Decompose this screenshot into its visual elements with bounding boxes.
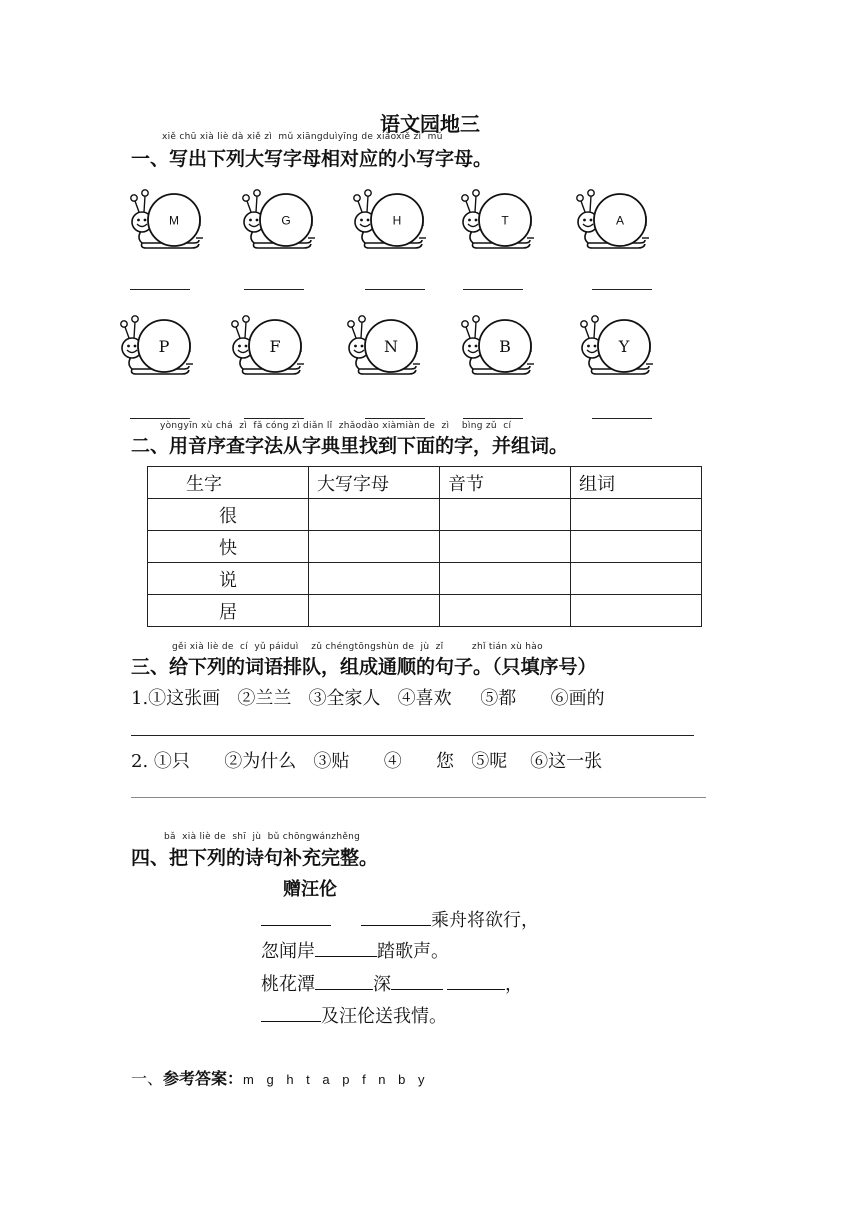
poem-text: 桃花潭 bbox=[261, 974, 315, 995]
uppercase-letter: H bbox=[392, 213, 402, 228]
table-cell-char: 说 bbox=[148, 563, 309, 595]
table-header: 音节 bbox=[440, 467, 571, 499]
snail-card bbox=[116, 312, 196, 382]
table-cell-blank[interactable] bbox=[571, 563, 702, 595]
table-row bbox=[148, 499, 702, 531]
uppercase-letter: B bbox=[499, 336, 511, 356]
answer-label: 参考答案： bbox=[163, 1069, 244, 1088]
poem-line-2 bbox=[261, 937, 449, 963]
uppercase-letter: G bbox=[281, 213, 291, 228]
poem-blank[interactable] bbox=[261, 1003, 321, 1022]
table-cell-char: 居 bbox=[148, 595, 309, 627]
uppercase-letter: A bbox=[615, 213, 625, 228]
character-table bbox=[147, 466, 702, 627]
poem-line-1 bbox=[261, 906, 539, 932]
poem-text: 踏歌声。 bbox=[377, 941, 449, 962]
uppercase-letter: Y bbox=[618, 336, 630, 356]
poem-blank[interactable] bbox=[361, 907, 431, 926]
sentence-2-words: 2. ①只 ②为什么 ③贴 ④ 您 ⑤呢 ⑥这一张 bbox=[131, 751, 603, 772]
section1-heading: 一、写出下列大写字母相对应的小写字母。 bbox=[131, 148, 493, 170]
snail-card bbox=[238, 186, 318, 256]
answer-blank[interactable] bbox=[244, 289, 304, 290]
snail-card bbox=[126, 186, 206, 256]
answer-key bbox=[131, 1066, 424, 1089]
table-row bbox=[148, 563, 702, 595]
snail-card bbox=[457, 312, 537, 382]
poem-text: 深 bbox=[373, 974, 391, 995]
table-cell-blank[interactable] bbox=[309, 499, 440, 531]
answer-blank[interactable] bbox=[592, 289, 652, 290]
answer-blank[interactable] bbox=[130, 289, 190, 290]
poem-line-4 bbox=[261, 1002, 447, 1028]
section3-heading: 三、给下列的词语排队，组成通顺的句子。（只填序号） bbox=[131, 656, 597, 678]
table-cell-blank[interactable] bbox=[440, 563, 571, 595]
table-cell-blank[interactable] bbox=[440, 499, 571, 531]
sentence-1-words: 1.①这张画 ②兰兰 ③全家人 ④喜欢 ⑤都 ⑥画的 bbox=[131, 688, 605, 709]
uppercase-letter: T bbox=[501, 213, 509, 228]
table-header: 生字 bbox=[148, 467, 309, 499]
snail-card bbox=[457, 186, 537, 256]
table-header: 组词 bbox=[571, 467, 702, 499]
snail-card bbox=[343, 312, 423, 382]
table-cell-blank[interactable] bbox=[309, 595, 440, 627]
answer-blank[interactable] bbox=[365, 418, 425, 419]
uppercase-letter: M bbox=[169, 213, 179, 228]
sentence-1-answer-line[interactable] bbox=[131, 735, 694, 736]
poem-text: 忽闻岸 bbox=[261, 941, 315, 962]
answer-blank[interactable] bbox=[463, 418, 523, 419]
poem-blank[interactable] bbox=[315, 938, 377, 957]
answer-blank[interactable] bbox=[592, 418, 652, 419]
table-cell-blank[interactable] bbox=[571, 499, 702, 531]
answer-prefix: 一、 bbox=[131, 1069, 164, 1088]
poem-line-3 bbox=[261, 970, 523, 996]
uppercase-letter: F bbox=[269, 336, 281, 356]
table-cell-char: 快 bbox=[148, 531, 309, 563]
answer-letters: m g h t a p f n b y bbox=[243, 1072, 425, 1087]
table-cell-blank[interactable] bbox=[309, 531, 440, 563]
table-cell-blank[interactable] bbox=[571, 531, 702, 563]
table-cell-blank[interactable] bbox=[440, 531, 571, 563]
section3-pinyin: gěi xià liè de cí yǔ páiduì zǔ chéngtōngshùn de jù zǐ zhǐ tián xù hào bbox=[172, 642, 543, 652]
table-header-row bbox=[148, 467, 702, 499]
page-title: 语文园地三 bbox=[380, 112, 480, 136]
poem-text: 乘舟将欲行， bbox=[431, 910, 539, 931]
section1-pinyin: xiě chū xià liè dà xiě zì mǔ xiāngduìyīng de xiǎoxiě zì mǔ bbox=[162, 132, 443, 142]
poem-blank[interactable] bbox=[261, 907, 331, 926]
uppercase-letter: P bbox=[158, 336, 170, 356]
snail-card bbox=[576, 312, 656, 382]
table-cell-blank[interactable] bbox=[571, 595, 702, 627]
poem-text: 及汪伦送我情。 bbox=[321, 1006, 447, 1027]
snail-card bbox=[572, 186, 652, 256]
answer-blank[interactable] bbox=[463, 289, 523, 290]
table-row bbox=[148, 531, 702, 563]
section4-heading: 四、把下列的诗句补充完整。 bbox=[131, 847, 379, 869]
poem-blank[interactable] bbox=[447, 971, 505, 990]
section2-heading: 二、用音序查字法从字典里找到下面的字，并组词。 bbox=[131, 435, 569, 457]
section2-pinyin: yòngyīn xù chá zì fǎ cóng zì diǎn lǐ zhǎodào xiàmiàn de zì bìng zǔ cí bbox=[160, 421, 512, 431]
table-cell-blank[interactable] bbox=[309, 563, 440, 595]
poem-blank[interactable] bbox=[391, 971, 443, 990]
answer-blank[interactable] bbox=[244, 418, 304, 419]
poem-title: 赠汪伦 bbox=[283, 879, 337, 900]
snail-card bbox=[227, 312, 307, 382]
table-header: 大写字母 bbox=[309, 467, 440, 499]
table-row bbox=[148, 595, 702, 627]
poem-text: ， bbox=[505, 974, 523, 995]
table-cell-blank[interactable] bbox=[440, 595, 571, 627]
uppercase-letter: N bbox=[384, 336, 398, 356]
table-cell-char: 很 bbox=[148, 499, 309, 531]
snail-card bbox=[349, 186, 429, 256]
answer-blank[interactable] bbox=[130, 418, 190, 419]
answer-blank[interactable] bbox=[365, 289, 425, 290]
poem-blank[interactable] bbox=[315, 971, 373, 990]
sentence-2-answer-line[interactable] bbox=[131, 797, 706, 798]
section4-pinyin: bǎ xià liè de shī jù bǔ chōngwánzhěng bbox=[164, 832, 361, 842]
